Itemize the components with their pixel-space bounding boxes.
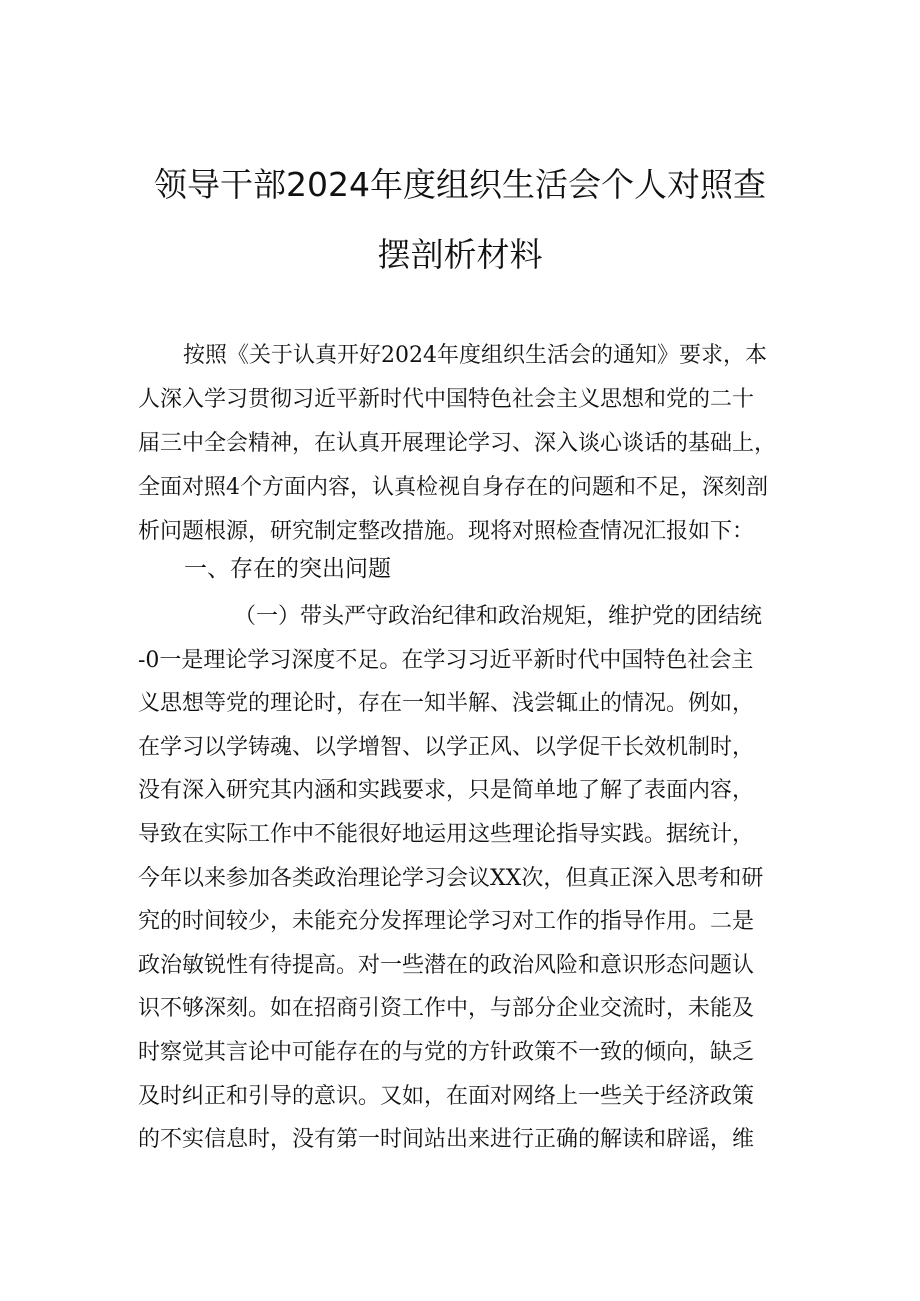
intro-line-3: 届三中全会精神，在认真开展理论学习、深入谈心谈话的基础上， xyxy=(138,431,777,456)
body-line-9: 政治敏锐性有待提高。对一些潜在的政治风险和意识形态问题认 xyxy=(138,952,755,978)
body-line-8: 究的时间较少，未能充分发挥理论学习对工作的指导作用。二是 xyxy=(138,909,755,935)
body-line-2: -0一是理论学习深度不足。在学习习近平新时代中国特色社会主 xyxy=(138,647,754,673)
body-line-13: 的不实信息时，没有第一时间站出来进行正确的解读和辟谣，维 xyxy=(138,1127,755,1153)
intro-line-1: 按照《关于认真开好2024年度组织生活会的通知》要求，本 xyxy=(183,343,767,368)
subheading-line: （一）带头严守政治纪律和政治规矩，维护党的团结统 xyxy=(234,604,763,629)
body-line-4: 在学习以学铸魂、以学增智、以学正风、以学促干长效机制时， xyxy=(138,734,755,760)
body-line-11: 时察觉其言论中可能存在的与党的方针政策不一致的倾向，缺乏 xyxy=(138,1039,755,1065)
main-paragraph xyxy=(138,595,778,1162)
document-title-line-1: 领导干部2024年度组织生活会个人对照查 xyxy=(154,165,766,204)
body-line-6: 导致在实际工作中不能很好地运用这些理论指导实践。据统计， xyxy=(138,821,755,847)
body-line-3: 义思想等党的理论时，存在一知半解、浅尝辄止的情况。例如， xyxy=(138,691,755,717)
body-line-10: 识不够深刻。如在招商引资工作中，与部分企业交流时，未能及 xyxy=(138,996,755,1022)
intro-line-4: 全面对照4个方面内容，认真检视自身存在的问题和不足，深刻剖 xyxy=(138,475,768,500)
body-line-5: 没有深入研究其内涵和实践要求，只是简单地了解了表面内容， xyxy=(138,778,755,804)
document-title-line-2: 摆剖析材料 xyxy=(377,235,543,274)
intro-line-2: 人深入学习贯彻习近平新时代中国特色社会主义思想和党的二十 xyxy=(138,387,755,412)
body-line-12: 及时纠正和引导的意识。又如，在面对网络上一些关于经济政策 xyxy=(138,1083,755,1109)
intro-line-5: 析问题根源，研究制定整改措施。现将对照检查情况汇报如下： xyxy=(138,519,755,544)
body-line-7: 今年以来参加各类政治理论学习会议XX次，但真正深入思考和研 xyxy=(138,865,764,891)
section-heading: 一、存在的突出问题 xyxy=(184,556,391,582)
intro-paragraph xyxy=(138,334,778,554)
